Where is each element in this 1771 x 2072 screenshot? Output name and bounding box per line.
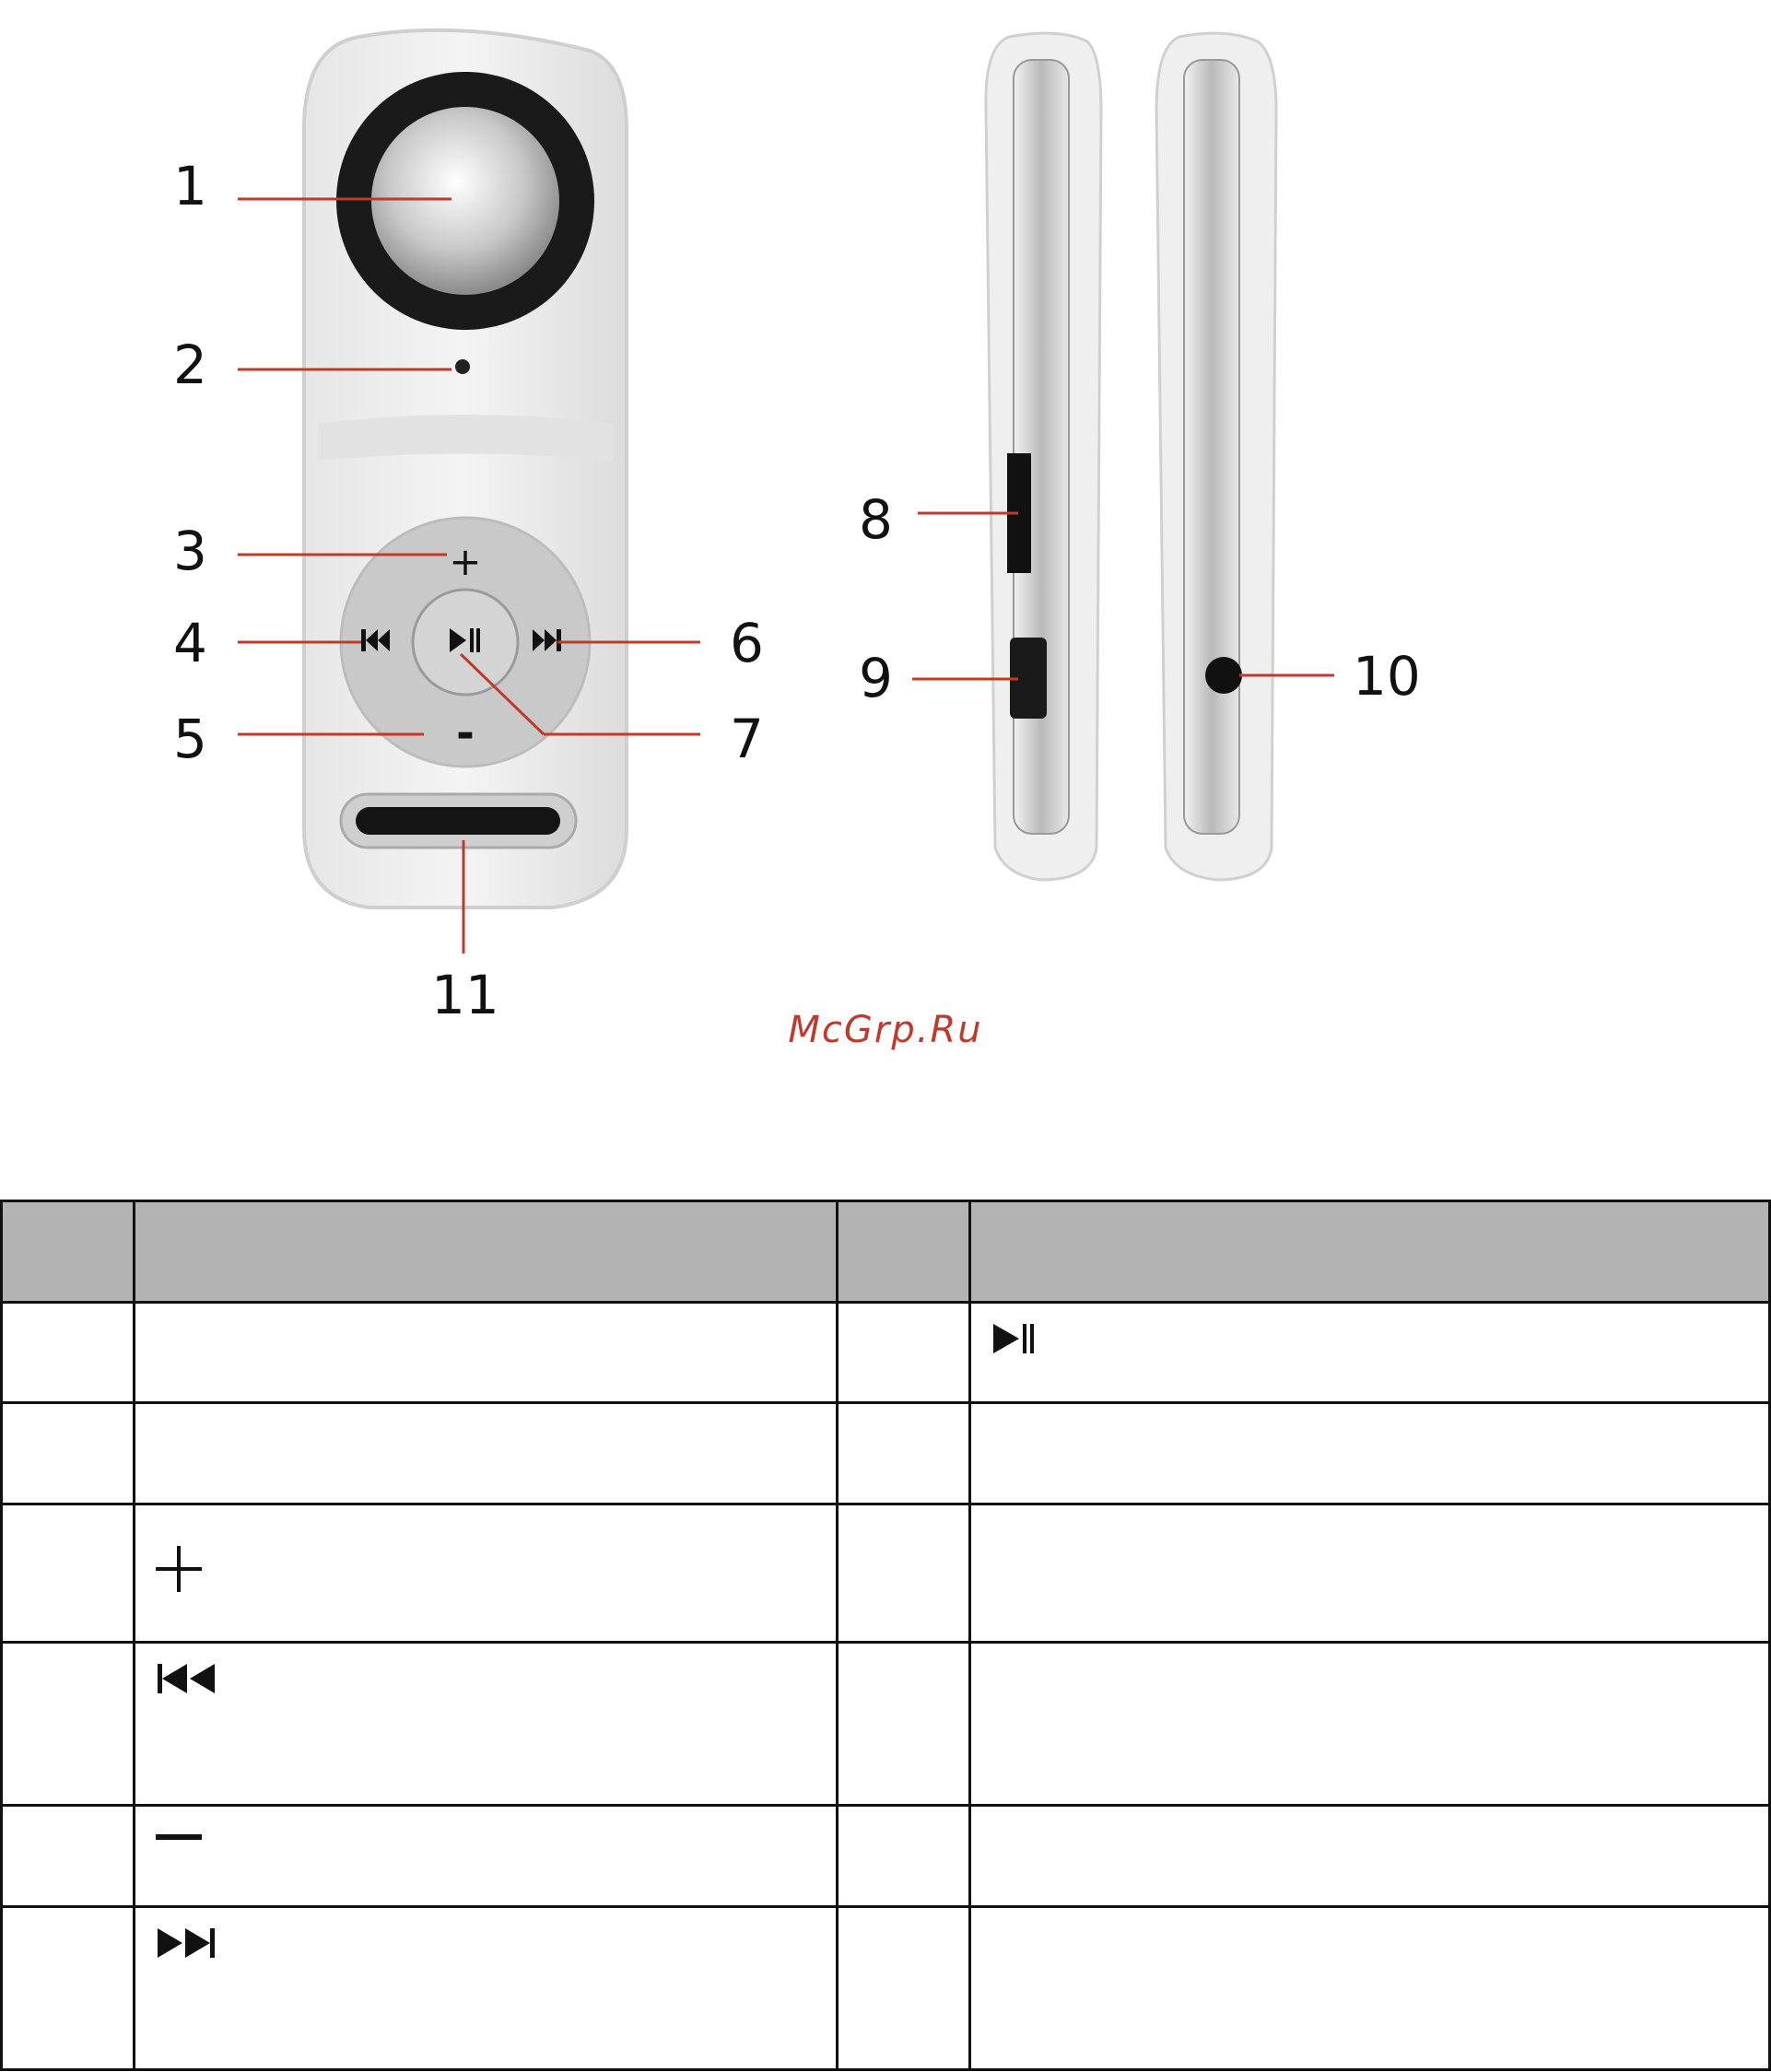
- legend-table: [0, 1200, 1771, 2071]
- microphone-hole: [455, 359, 470, 374]
- table-row: [2, 1906, 1770, 2069]
- table-row: [2, 1805, 1770, 1906]
- callout-9: 9: [859, 647, 893, 709]
- headphone-jack: [1205, 657, 1242, 694]
- minus-icon: [156, 1834, 202, 1842]
- callout-8: 8: [859, 488, 893, 551]
- callout-7: 7: [730, 708, 764, 770]
- callout-2: 2: [173, 334, 207, 396]
- watermark: McGrp.Ru: [788, 1009, 983, 1051]
- plus-icon: [156, 1546, 202, 1592]
- table-header-row: [2, 1201, 1770, 1303]
- previous-track-icon: [156, 1662, 217, 1695]
- next-track-icon: [156, 1926, 217, 1960]
- table-row: [2, 1403, 1770, 1504]
- table-row: [2, 1504, 1770, 1643]
- callout-5: 5: [173, 708, 207, 770]
- callout-10: 10: [1353, 645, 1421, 708]
- callout-4: 4: [173, 612, 207, 674]
- volume-down-icon[interactable]: -: [456, 708, 475, 759]
- player-side-view-left: [986, 33, 1101, 880]
- play-pause-icon: [991, 1322, 1038, 1355]
- header-cell: [135, 1201, 838, 1303]
- callout-11: 11: [431, 964, 499, 1026]
- player-side-view-right: [1156, 33, 1276, 880]
- header-cell: [2, 1201, 135, 1303]
- table-row: [2, 1302, 1770, 1403]
- player-front-view: [304, 30, 627, 907]
- header-cell: [838, 1201, 970, 1303]
- speaker: [336, 72, 594, 330]
- callout-3: 3: [173, 520, 207, 582]
- header-cell: [970, 1201, 1770, 1303]
- volume-up-icon[interactable]: +: [449, 539, 482, 584]
- callout-6: 6: [730, 612, 764, 674]
- table-row: [2, 1642, 1770, 1805]
- clip-slot: [341, 794, 576, 848]
- callout-1: 1: [173, 155, 207, 217]
